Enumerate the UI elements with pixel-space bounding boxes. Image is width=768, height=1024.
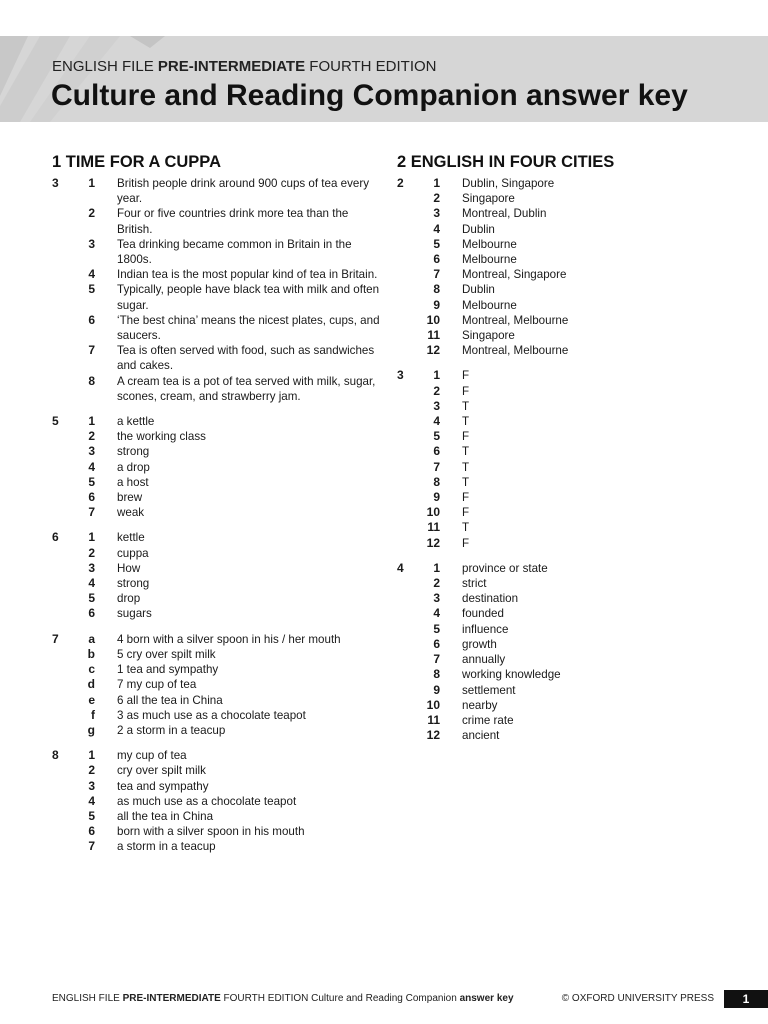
answer-item bbox=[419, 728, 727, 743]
answer-text: a kettle bbox=[117, 415, 155, 429]
exercise-number: 5 bbox=[52, 414, 59, 429]
answer-text: drop bbox=[117, 592, 141, 606]
exercise-number: 6 bbox=[52, 530, 59, 545]
answer-key: 8 bbox=[433, 667, 440, 682]
answer-key: c bbox=[88, 662, 95, 677]
answer-key: 5 bbox=[88, 591, 95, 606]
exercise bbox=[397, 561, 727, 743]
exercise bbox=[52, 748, 382, 854]
answer-text: all the tea in China bbox=[117, 809, 214, 823]
answer-text: as much use as a chocolate teapot bbox=[117, 794, 297, 808]
answer-key: 1 bbox=[88, 414, 95, 429]
answer-item bbox=[74, 444, 382, 459]
series-level: PRE-INTERMEDIATE bbox=[157, 58, 306, 75]
answer-key: 11 bbox=[427, 328, 440, 343]
answer-text: strong bbox=[117, 577, 150, 591]
answer-key: 4 bbox=[88, 576, 95, 591]
answer-item bbox=[74, 237, 382, 267]
answer-text: a storm in a teacup bbox=[117, 840, 216, 854]
answer-key: 8 bbox=[433, 474, 440, 489]
answer-item bbox=[74, 414, 382, 429]
answer-key: 3 bbox=[88, 778, 95, 793]
answer-text: F bbox=[462, 369, 470, 383]
answer-key: 7 bbox=[88, 839, 95, 854]
answer-item bbox=[74, 763, 382, 778]
answer-text: 1 tea and sympathy bbox=[117, 663, 219, 677]
answer-text: a drop bbox=[117, 460, 150, 474]
answer-text: A cream tea is a pot of tea served with milk, sugar, scones, cream, and strawberry jam. bbox=[117, 374, 376, 403]
section-time-for-a-cuppa bbox=[52, 152, 382, 865]
answer-key: 6 bbox=[88, 606, 95, 621]
answer-item bbox=[419, 576, 727, 591]
answer-key: 2 bbox=[88, 429, 95, 444]
answer-text: Melbourne bbox=[462, 298, 517, 312]
answer-item bbox=[419, 298, 727, 313]
answer-text: growth bbox=[462, 637, 497, 651]
answer-item bbox=[419, 475, 727, 490]
answer-text: How bbox=[117, 561, 141, 575]
answer-key: 1 bbox=[433, 368, 440, 383]
answer-item bbox=[419, 444, 727, 459]
answer-key: 5 bbox=[433, 429, 440, 444]
section-title: 1 TIME FOR A CUPPA bbox=[52, 153, 221, 171]
answer-key: 9 bbox=[433, 490, 440, 505]
answer-list bbox=[419, 176, 727, 358]
answer-key: 7 bbox=[433, 267, 440, 282]
answer-text: crime rate bbox=[462, 713, 514, 727]
answer-item bbox=[74, 794, 382, 809]
answer-key: 12 bbox=[426, 535, 440, 550]
answer-list bbox=[74, 176, 382, 404]
answer-item bbox=[419, 252, 727, 267]
footer-series bbox=[52, 993, 514, 1004]
answer-item bbox=[74, 647, 382, 662]
answer-text: brew bbox=[117, 491, 143, 505]
answer-item bbox=[419, 490, 727, 505]
answer-item bbox=[419, 399, 727, 414]
answer-key: 6 bbox=[433, 444, 440, 459]
answer-key: 5 bbox=[433, 621, 440, 636]
answer-text: Indian tea is the most popular kind of tea in Britain. bbox=[117, 268, 378, 282]
answer-item bbox=[74, 662, 382, 677]
answer-item bbox=[419, 591, 727, 606]
answer-key: a bbox=[88, 631, 95, 646]
footer-doc-suffix: answer key bbox=[459, 993, 514, 1004]
exercise bbox=[52, 414, 382, 520]
answer-text: T bbox=[462, 460, 470, 474]
answer-item bbox=[74, 429, 382, 444]
answer-key: 3 bbox=[433, 591, 440, 606]
answer-key: 2 bbox=[433, 383, 440, 398]
answer-item bbox=[74, 723, 382, 738]
answer-item bbox=[74, 809, 382, 824]
answer-key: b bbox=[87, 646, 95, 661]
answer-item bbox=[74, 693, 382, 708]
answer-text: F bbox=[462, 430, 470, 444]
exercise-number: 8 bbox=[52, 748, 59, 763]
answer-text: nearby bbox=[462, 698, 498, 712]
answer-item bbox=[419, 343, 727, 358]
answer-key: 3 bbox=[88, 444, 95, 459]
answer-key: 7 bbox=[433, 652, 440, 667]
answer-item bbox=[74, 576, 382, 591]
answer-item bbox=[74, 779, 382, 794]
answer-text: British people drink around 900 cups of tea every year. bbox=[117, 177, 369, 206]
answer-key: 8 bbox=[88, 373, 95, 388]
footer-series-edition: FOURTH EDITION bbox=[223, 993, 309, 1004]
answer-item bbox=[419, 384, 727, 399]
answer-key: 1 bbox=[88, 176, 95, 190]
answer-text: the working class bbox=[117, 430, 206, 444]
answer-text: T bbox=[462, 475, 470, 489]
answer-item bbox=[419, 606, 727, 621]
answer-item bbox=[419, 282, 727, 297]
answer-item bbox=[74, 206, 382, 236]
answer-text: Dublin bbox=[462, 283, 495, 297]
answer-key: 11 bbox=[427, 520, 440, 535]
answer-item bbox=[74, 505, 382, 520]
answer-key: 10 bbox=[426, 505, 440, 520]
answer-text: kettle bbox=[117, 531, 145, 545]
answer-item bbox=[419, 561, 727, 576]
answer-item bbox=[419, 520, 727, 535]
answer-text: cuppa bbox=[117, 546, 149, 560]
answer-text: T bbox=[462, 415, 470, 429]
answer-key: 4 bbox=[433, 414, 440, 429]
series-prefix: ENGLISH FILE bbox=[52, 58, 154, 75]
answer-text: ancient bbox=[462, 729, 500, 743]
exercise bbox=[397, 368, 727, 550]
answer-key: 7 bbox=[88, 505, 95, 520]
answer-text: strict bbox=[462, 577, 487, 591]
answer-list bbox=[74, 748, 382, 854]
answer-text: 7 my cup of tea bbox=[117, 678, 197, 692]
answer-key: 3 bbox=[88, 560, 95, 575]
answer-key: f bbox=[91, 707, 95, 722]
answer-list bbox=[74, 414, 382, 520]
answer-text: Tea drinking became common in Britain in the 1800s. bbox=[117, 237, 352, 267]
answer-item bbox=[419, 505, 727, 520]
answer-text: 5 cry over spilt milk bbox=[117, 647, 216, 661]
answer-key: 9 bbox=[433, 682, 440, 697]
exercise-list bbox=[52, 176, 382, 855]
answer-text: 3 as much use as a chocolate teapot bbox=[117, 708, 306, 722]
answer-text: Montreal, Dublin bbox=[462, 207, 547, 221]
answer-key: 4 bbox=[88, 267, 95, 282]
page-number: 1 bbox=[724, 990, 768, 1008]
answer-key: 9 bbox=[433, 297, 440, 312]
answer-key: 5 bbox=[88, 808, 95, 823]
answer-key: 4 bbox=[88, 459, 95, 474]
answer-key: 2 bbox=[433, 191, 440, 206]
series-line bbox=[52, 58, 437, 75]
answer-text: Melbourne bbox=[462, 253, 517, 267]
answer-key: 4 bbox=[433, 606, 440, 621]
answer-text: F bbox=[462, 536, 470, 550]
footer-doc-name: Culture and Reading Companion bbox=[311, 993, 457, 1004]
answer-key: d bbox=[87, 677, 95, 692]
answer-key: 2 bbox=[88, 545, 95, 560]
answer-item bbox=[74, 606, 382, 621]
answer-text: Four or five countries drink more tea than the British. bbox=[117, 207, 349, 236]
answer-item bbox=[74, 748, 382, 763]
answer-item bbox=[74, 708, 382, 723]
answer-text: F bbox=[462, 506, 470, 520]
answer-key: 11 bbox=[427, 712, 440, 727]
answer-key: 6 bbox=[433, 252, 440, 267]
answer-text: strong bbox=[117, 445, 150, 459]
answer-key: 12 bbox=[426, 728, 440, 743]
answer-item bbox=[74, 343, 382, 373]
answer-item bbox=[74, 313, 382, 343]
answer-text: sugars bbox=[117, 607, 152, 621]
answer-item bbox=[419, 698, 727, 713]
answer-item bbox=[419, 222, 727, 237]
exercise-number: 7 bbox=[52, 631, 59, 646]
answer-item bbox=[419, 622, 727, 637]
answer-item bbox=[419, 414, 727, 429]
answer-item bbox=[74, 374, 382, 404]
answer-text: 2 a storm in a teacup bbox=[117, 723, 226, 737]
series-edition: FOURTH EDITION bbox=[309, 58, 437, 75]
answer-key: 10 bbox=[426, 312, 440, 327]
answer-item bbox=[419, 652, 727, 667]
answer-key: 4 bbox=[88, 793, 95, 808]
answer-text: settlement bbox=[462, 683, 516, 697]
answer-item bbox=[74, 561, 382, 576]
answer-item bbox=[74, 591, 382, 606]
answer-text: founded bbox=[462, 607, 504, 621]
answer-key: 8 bbox=[433, 282, 440, 297]
answer-key: g bbox=[87, 722, 95, 737]
answer-key: 6 bbox=[88, 824, 95, 839]
answer-item bbox=[419, 460, 727, 475]
answer-item bbox=[74, 490, 382, 505]
answer-text: Melbourne bbox=[462, 237, 517, 251]
page-header bbox=[0, 36, 768, 122]
answer-key: 5 bbox=[433, 236, 440, 251]
answer-text: Montreal, Melbourne bbox=[462, 344, 569, 358]
answer-key: 1 bbox=[88, 748, 95, 763]
answer-text: destination bbox=[462, 592, 519, 606]
answer-text: Dublin bbox=[462, 222, 495, 236]
answer-item bbox=[419, 637, 727, 652]
answer-text: T bbox=[462, 521, 470, 535]
answer-text: cry over spilt milk bbox=[117, 764, 206, 778]
answer-key: 2 bbox=[88, 763, 95, 778]
answer-text: ‘The best china’ means the nicest plates, cups, and saucers. bbox=[117, 313, 380, 343]
answer-text: province or state bbox=[462, 561, 548, 575]
answer-key: 3 bbox=[433, 398, 440, 413]
answer-list bbox=[419, 368, 727, 550]
answer-item bbox=[419, 206, 727, 221]
answer-key: 2 bbox=[433, 576, 440, 591]
answer-key: 5 bbox=[88, 474, 95, 489]
answer-key: 6 bbox=[88, 312, 95, 327]
footer-series-prefix: ENGLISH FILE bbox=[52, 993, 120, 1004]
answer-text: tea and sympathy bbox=[117, 779, 209, 793]
answer-item bbox=[74, 530, 382, 545]
answer-item bbox=[419, 237, 727, 252]
section-title: 2 ENGLISH IN FOUR CITIES bbox=[397, 153, 615, 171]
answer-item bbox=[419, 368, 727, 383]
exercise-number: 3 bbox=[397, 368, 404, 383]
answer-key: 10 bbox=[426, 697, 440, 712]
answer-key: 6 bbox=[433, 636, 440, 651]
answer-item bbox=[419, 176, 727, 191]
exercise bbox=[397, 176, 727, 358]
exercise bbox=[52, 530, 382, 621]
answer-item bbox=[419, 713, 727, 728]
answer-item bbox=[419, 328, 727, 343]
answer-item bbox=[74, 475, 382, 490]
answer-key: 2 bbox=[88, 206, 95, 221]
answer-key: 3 bbox=[433, 206, 440, 221]
answer-item bbox=[74, 677, 382, 692]
answer-text: 6 all the tea in China bbox=[117, 693, 223, 707]
answer-text: T bbox=[462, 399, 470, 413]
answer-item bbox=[74, 267, 382, 282]
answer-item bbox=[74, 460, 382, 475]
answer-key: 12 bbox=[426, 343, 440, 358]
footer-copyright: © OXFORD UNIVERSITY PRESS bbox=[561, 993, 714, 1004]
answer-text: F bbox=[462, 491, 470, 505]
section-english-in-four-cities bbox=[397, 152, 727, 753]
exercise-number: 2 bbox=[397, 176, 404, 190]
answer-key: e bbox=[88, 692, 95, 707]
answer-text: 4 born with a silver spoon in his / her mouth bbox=[117, 632, 341, 646]
answer-key: 1 bbox=[88, 530, 95, 545]
answer-key: 5 bbox=[88, 282, 95, 297]
answer-item bbox=[419, 429, 727, 444]
answer-item bbox=[74, 176, 382, 206]
answer-key: 3 bbox=[88, 236, 95, 251]
answer-item bbox=[74, 824, 382, 839]
answer-text: working knowledge bbox=[462, 668, 561, 682]
answer-text: Dublin, Singapore bbox=[462, 177, 555, 190]
answer-list bbox=[74, 530, 382, 621]
answer-text: T bbox=[462, 445, 470, 459]
answer-text: Typically, people have black tea with milk and often sugar. bbox=[117, 283, 380, 312]
answer-item bbox=[419, 191, 727, 206]
answer-text: a host bbox=[117, 475, 149, 489]
answer-key: 7 bbox=[88, 343, 95, 358]
answer-text: born with a silver spoon in his mouth bbox=[117, 825, 305, 839]
answer-text: Singapore bbox=[462, 329, 515, 343]
exercise-list bbox=[397, 176, 727, 743]
answer-item bbox=[419, 536, 727, 551]
answer-item bbox=[419, 667, 727, 682]
exercise-number: 4 bbox=[397, 560, 404, 575]
answer-text: influence bbox=[462, 622, 509, 636]
answer-text: Tea is often served with food, such as sandwiches and cakes. bbox=[117, 344, 375, 373]
answer-list bbox=[419, 561, 727, 743]
answer-item bbox=[74, 282, 382, 312]
answer-text: Singapore bbox=[462, 192, 515, 206]
answer-item bbox=[74, 632, 382, 647]
answer-item bbox=[419, 683, 727, 698]
answer-item bbox=[74, 839, 382, 854]
answer-text: my cup of tea bbox=[117, 749, 187, 763]
answer-key: 1 bbox=[433, 176, 440, 190]
document-title: Culture and Reading Companion answer key bbox=[51, 79, 688, 112]
exercise bbox=[52, 632, 382, 738]
answer-text: Montreal, Melbourne bbox=[462, 313, 569, 327]
answer-text: Montreal, Singapore bbox=[462, 268, 567, 282]
exercise-number: 3 bbox=[52, 176, 59, 190]
answer-item bbox=[419, 313, 727, 328]
answer-text: weak bbox=[117, 506, 145, 520]
answer-key: 4 bbox=[433, 221, 440, 236]
answer-key: 6 bbox=[88, 490, 95, 505]
page-footer bbox=[52, 990, 768, 1010]
answer-text: annually bbox=[462, 653, 506, 667]
footer-series-level: PRE-INTERMEDIATE bbox=[122, 993, 221, 1004]
answer-text: F bbox=[462, 384, 470, 398]
answer-item bbox=[74, 546, 382, 561]
exercise bbox=[52, 176, 382, 404]
answer-list bbox=[74, 632, 382, 738]
answer-key: 7 bbox=[433, 459, 440, 474]
answer-item bbox=[419, 267, 727, 282]
answer-key: 1 bbox=[433, 560, 440, 575]
